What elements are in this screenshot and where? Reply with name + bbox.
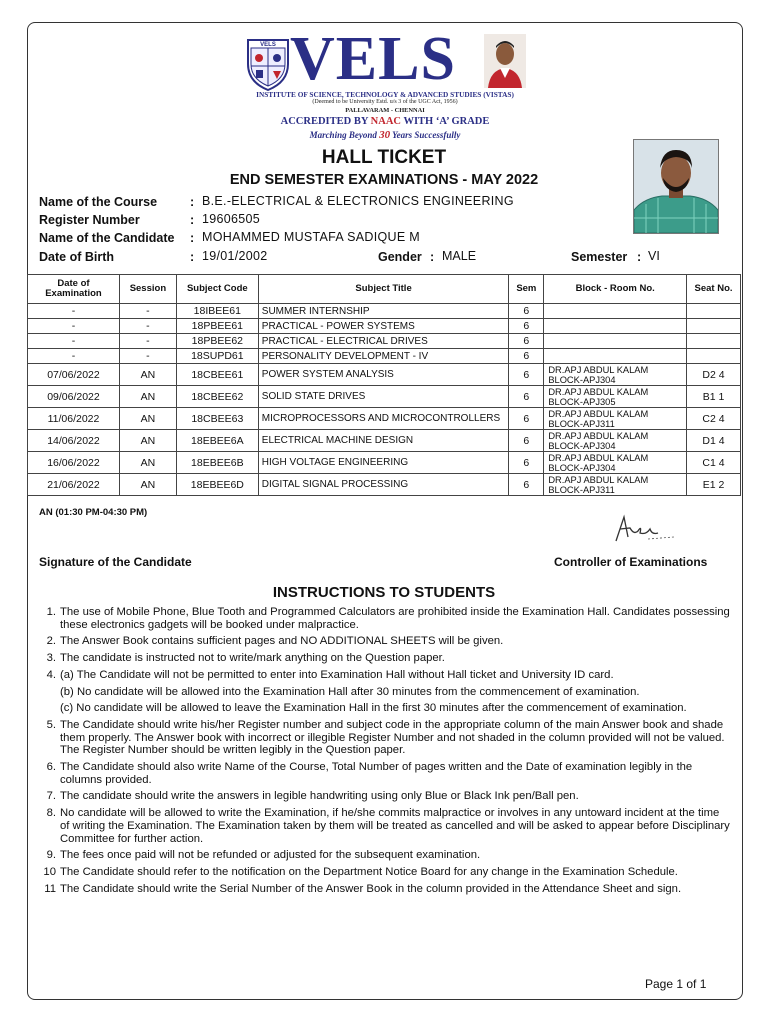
colon: : <box>637 250 642 264</box>
dob-value: 19/01/2002 <box>202 249 268 263</box>
table-row <box>28 430 741 452</box>
block-room: DR.APJ ABDUL KALAM BLOCK-APJ305 <box>544 386 687 408</box>
semester: 6 <box>509 364 544 386</box>
list-item: 11 The Candidate should write the Serial Number of the Answer Book in the column provided in the Attendance Sheet and sign. <box>44 882 682 895</box>
founder-portrait <box>484 34 526 88</box>
block-room: DR.APJ ABDUL KALAM BLOCK-APJ304 <box>544 452 687 474</box>
block-room <box>544 304 687 319</box>
list-item: 4. (a) The Candidate will not be permitted to enter into Examination Hall without Hall ticket and University ID card. (b) No candidate will be allowed into the Examination Hall after 30 minutes from the commencement of examination. (c) No candidate will be allowed to leave the Examination Hall in the first 30 minutes after the commencement of examination. <box>46 668 687 715</box>
subject-title: PERSONALITY DEVELOPMENT - IV <box>258 349 509 364</box>
colon: : <box>190 213 195 227</box>
name-value: MOHAMMED MUSTAFA SADIQUE M <box>202 230 420 244</box>
subject-code: 18EBEE6B <box>176 452 258 474</box>
table-row <box>28 319 741 334</box>
table-row <box>28 408 741 430</box>
exam-session: - <box>119 349 176 364</box>
deemed-line: (Deemed to be University Estd. u/s 3 of the UGC Act, 1956) <box>312 99 458 105</box>
column-header: Date of Examination <box>28 275 120 304</box>
semester: 6 <box>509 319 544 334</box>
seat-number: C2 4 <box>687 408 741 430</box>
emblem-icon <box>242 34 294 92</box>
dob-label: Date of Birth <box>39 250 114 264</box>
semester-value: VI <box>648 249 660 263</box>
subject-code: 18PBEE61 <box>176 319 258 334</box>
list-item: 2. The Answer Book contains sufficient pages and NO ADDITIONAL SHEETS will be given. <box>46 635 504 648</box>
instructions-list <box>38 606 730 899</box>
list-item: 5. The Candidate should write his/her Register number and subject code in the appropriate column of the main Answer book and shade them properly. The Answer book with incorrect or illegible Register Number and not shaded in the column provided will not be valued. The Register Number should be written legibly in the Question paper. <box>46 718 725 757</box>
subject-code: 18EBEE6A <box>176 430 258 452</box>
column-header: Block - Room No. <box>544 275 687 304</box>
colon: : <box>190 195 195 209</box>
register-value: 19606505 <box>202 212 261 226</box>
exam-date: 11/06/2022 <box>28 408 120 430</box>
semester: 6 <box>509 408 544 430</box>
candidate-signature-label: Signature of the Candidate <box>39 555 192 569</box>
seat-number <box>687 304 741 319</box>
name-label: Name of the Candidate <box>39 231 175 245</box>
seat-number: E1 2 <box>687 474 741 496</box>
register-label: Register Number <box>39 213 140 227</box>
list-item: 1. The use of Mobile Phone, Blue Tooth and Programmed Calculators are prohibited inside the Examination Hall. Candidates possessing these electronics gadgets will be booked under malpractice. <box>46 606 730 631</box>
controller-signature-label: Controller of Examinations <box>554 555 708 569</box>
exam-session: AN <box>119 452 176 474</box>
subject-title: SUMMER INTERNSHIP <box>258 304 509 319</box>
list-item: 9. The fees once paid will not be refunded or adjusted for the subsequent examination. <box>46 849 481 862</box>
colon: : <box>190 231 195 245</box>
seat-number <box>687 319 741 334</box>
controller-signature-icon <box>610 513 680 545</box>
block-room: DR.APJ ABDUL KALAM BLOCK-APJ304 <box>544 364 687 386</box>
exam-date: - <box>28 334 120 349</box>
university-logo <box>240 25 530 141</box>
subject-code: 18IBEE61 <box>176 304 258 319</box>
block-room: DR.APJ ABDUL KALAM BLOCK-APJ311 <box>544 474 687 496</box>
exam-subtitle: END SEMESTER EXAMINATIONS - MAY 2022 <box>229 172 539 188</box>
logo-word: VELS <box>290 25 456 93</box>
semester: 6 <box>509 334 544 349</box>
table-row <box>28 386 741 408</box>
page-number: Page 1 of 1 <box>645 977 707 991</box>
session-note: AN (01:30 PM-04:30 PM) <box>39 507 148 518</box>
column-header: Seat No. <box>687 275 741 304</box>
list-item: 6. The Candidate should also write Name of the Course, Total Number of pages written and the Date of examination legibly in the columns provided. <box>46 761 693 786</box>
seat-number: B1 1 <box>687 386 741 408</box>
exam-date: - <box>28 349 120 364</box>
table-row <box>28 304 741 319</box>
subject-code: 18EBEE6D <box>176 474 258 496</box>
table-header-row <box>28 275 741 304</box>
subject-title: HIGH VOLTAGE ENGINEERING <box>258 452 509 474</box>
seat-number <box>687 349 741 364</box>
semester: 6 <box>509 474 544 496</box>
column-header: Subject Code <box>176 275 258 304</box>
gender-value: MALE <box>442 249 477 263</box>
exam-schedule-table <box>27 274 741 496</box>
subject-code: 18SUPD61 <box>176 349 258 364</box>
semester: 6 <box>509 452 544 474</box>
exam-date: - <box>28 319 120 334</box>
seat-number: D1 4 <box>687 430 741 452</box>
exam-session: - <box>119 334 176 349</box>
table-row <box>28 364 741 386</box>
exam-session: AN <box>119 364 176 386</box>
subject-code: 18PBEE62 <box>176 334 258 349</box>
semester: 6 <box>509 349 544 364</box>
list-item: 10 The Candidate should refer to the notification on the Department Notice Board for any change in the Examination Schedule. <box>43 865 678 878</box>
course-label: Name of the Course <box>39 195 158 209</box>
semester: 6 <box>509 304 544 319</box>
subject-code: 18CBEE61 <box>176 364 258 386</box>
semester: 6 <box>509 430 544 452</box>
semester: 6 <box>509 386 544 408</box>
table-row <box>28 452 741 474</box>
location: PALLAVARAM - CHENNAI <box>345 107 425 114</box>
accreditation: ACCREDITED BY NAAC WITH ‘A’ GRADE <box>280 116 490 127</box>
list-item: 7. The candidate should write the answers in legible handwriting using only Blue or Black Ink pen/Ball pen. <box>46 790 579 803</box>
exam-session: AN <box>119 408 176 430</box>
block-room: DR.APJ ABDUL KALAM BLOCK-APJ311 <box>544 408 687 430</box>
column-header: Sem <box>509 275 544 304</box>
exam-date: - <box>28 304 120 319</box>
block-room <box>544 334 687 349</box>
colon: : <box>190 250 195 264</box>
seat-number: C1 4 <box>687 452 741 474</box>
semester-label: Semester <box>571 250 628 264</box>
page-title: HALL TICKET <box>321 147 447 168</box>
table-row <box>28 334 741 349</box>
seat-number: D2 4 <box>687 364 741 386</box>
gender-label: Gender <box>378 250 422 264</box>
exam-session: - <box>119 319 176 334</box>
column-header: Subject Title <box>258 275 509 304</box>
block-room <box>544 349 687 364</box>
subject-title: PRACTICAL - ELECTRICAL DRIVES <box>258 334 509 349</box>
seat-number <box>687 334 741 349</box>
list-item: 3. The candidate is instructed not to write/mark anything on the Question paper. <box>46 652 445 665</box>
exam-session: AN <box>119 430 176 452</box>
subject-code: 18CBEE63 <box>176 408 258 430</box>
table-row <box>28 474 741 496</box>
tagline: Marching Beyond 30 Years Successfully <box>309 129 461 141</box>
exam-date: 09/06/2022 <box>28 386 120 408</box>
exam-date: 21/06/2022 <box>28 474 120 496</box>
block-room: DR.APJ ABDUL KALAM BLOCK-APJ304 <box>544 430 687 452</box>
subject-title: DIGITAL SIGNAL PROCESSING <box>258 474 509 496</box>
exam-date: 14/06/2022 <box>28 430 120 452</box>
instructions-title: INSTRUCTIONS TO STUDENTS <box>272 584 496 601</box>
exam-session: AN <box>119 386 176 408</box>
block-room <box>544 319 687 334</box>
table-row <box>28 349 741 364</box>
institute-name: INSTITUTE OF SCIENCE, TECHNOLOGY & ADVANCED STUDIES (VISTAS) <box>256 90 514 99</box>
exam-date: 07/06/2022 <box>28 364 120 386</box>
candidate-photo <box>633 139 719 234</box>
column-header: Session <box>119 275 176 304</box>
subject-title: MICROPROCESSORS AND MICROCONTROLLERS <box>258 408 509 430</box>
emblem-text: VELS <box>260 42 276 48</box>
subject-title: POWER SYSTEM ANALYSIS <box>258 364 509 386</box>
subject-title: PRACTICAL - POWER SYSTEMS <box>258 319 509 334</box>
colon: : <box>430 250 435 264</box>
exam-session: - <box>119 304 176 319</box>
exam-date: 16/06/2022 <box>28 452 120 474</box>
subject-title: SOLID STATE DRIVES <box>258 386 509 408</box>
subject-title: ELECTRICAL MACHINE DESIGN <box>258 430 509 452</box>
exam-session: AN <box>119 474 176 496</box>
course-value: B.E.-ELECTRICAL & ELECTRONICS ENGINEERING <box>202 194 514 208</box>
subject-code: 18CBEE62 <box>176 386 258 408</box>
list-item: 8. No candidate will be allowed to write the Examination, if he/she commits malpractice or involves in any untoward incident at the time of writing the Examination. The Examination taken by them will be treated as cancelled and will be asked to appear before Disciplinary Committee for further action. <box>46 807 730 845</box>
